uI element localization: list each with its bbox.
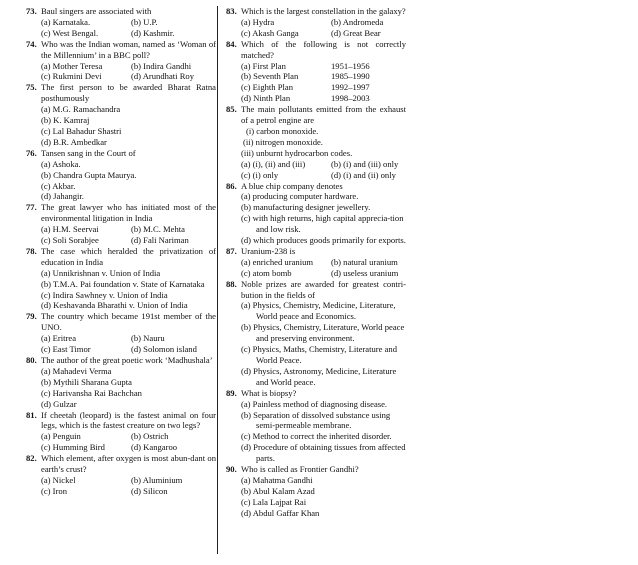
option-b: (b) M.C. Mehta bbox=[131, 224, 185, 235]
option-d: (d) Great Bear bbox=[331, 27, 381, 38]
option-c: (c) Iron bbox=[41, 485, 68, 496]
question-number: 89. bbox=[226, 387, 237, 398]
option-d: (d) useless uranium bbox=[331, 267, 399, 278]
question-number: 77. bbox=[26, 202, 37, 213]
statement-i: (i) carbon monoxide. bbox=[246, 125, 319, 136]
option-c: (c) with high returns, high capital apprecia-tion and low risk. bbox=[241, 213, 404, 235]
statement-iii: (iii) unburnt hydrocarbon codes. bbox=[241, 147, 353, 158]
option-c: (c) Soli Sorabjee bbox=[41, 235, 99, 246]
question-85 bbox=[226, 104, 406, 180]
plan-years: 1951–1956 bbox=[331, 60, 370, 71]
option-b: (b) Indira Gandhi bbox=[131, 60, 192, 71]
question-text: The author of the great poetic work ‘Madhushala’ bbox=[41, 355, 213, 365]
option-c: (c) Humming Bird bbox=[41, 442, 105, 453]
option-c: (c) Lal Bahadur Shastri bbox=[41, 125, 122, 136]
question-text: Which element, after oxygen is most abun-dant on earth’s crust? bbox=[41, 453, 216, 475]
option-d: (d) B.R. Ambedkar bbox=[41, 136, 107, 147]
option-c: (c) Lala Lajpat Rai bbox=[241, 496, 307, 507]
question-text: If cheetah (leopard) is the fastest animal on four legs, which is the fastest creature on two legs? bbox=[41, 409, 216, 431]
plan-years: 1992–1997 bbox=[331, 82, 370, 93]
option-c: (c) Akash Ganga bbox=[241, 27, 299, 38]
question-89 bbox=[226, 388, 406, 464]
option-d: (d) Fali Nariman bbox=[131, 235, 189, 246]
question-86 bbox=[226, 181, 406, 246]
option-a: (a) Karnataka. bbox=[41, 16, 91, 27]
option-b: (b) Aluminium bbox=[131, 474, 183, 485]
question-text: Who was the Indian woman, named as ‘Woman of the Millennium’ in a BBC poll? bbox=[41, 38, 216, 60]
option-d: (d) Silicon bbox=[131, 485, 168, 496]
question-79 bbox=[26, 311, 216, 355]
option-b: (b) Mythili Sharana Gupta bbox=[41, 376, 132, 387]
question-90 bbox=[226, 464, 406, 519]
option-a: (a) Mahatma Gandhi bbox=[241, 474, 313, 485]
question-number: 85. bbox=[226, 104, 237, 115]
question-80 bbox=[26, 355, 216, 410]
option-a: (a) Unnikrishnan v. Union of India bbox=[41, 267, 161, 278]
option-a: (a) (i), (ii) and (iii) bbox=[241, 158, 306, 169]
option-a: (a) M.G. Ramachandra bbox=[41, 104, 121, 115]
question-81 bbox=[26, 410, 216, 454]
question-78 bbox=[26, 246, 216, 311]
option-b: (b) Ostrich bbox=[131, 431, 169, 442]
option-d: (d) Ninth Plan bbox=[241, 93, 291, 104]
question-74 bbox=[26, 39, 216, 83]
option-b: (b) Andromeda bbox=[331, 16, 384, 27]
option-a: (a) Physics, Chemistry, Medicine, Literature, World peace and Economics. bbox=[241, 300, 396, 322]
option-c: (c) West Bengal. bbox=[41, 27, 99, 38]
option-c: (c) Indira Sawhney v. Union of India bbox=[41, 289, 168, 300]
option-d: (d) Gulzar bbox=[41, 398, 77, 409]
question-text: Who is called as Frontier Gandhi? bbox=[241, 464, 359, 475]
question-text: The great lawyer who has initiated most of the environmental litigation in India bbox=[41, 202, 216, 224]
question-number: 76. bbox=[26, 147, 37, 158]
question-text: Uranium-238 is bbox=[241, 245, 296, 256]
question-number: 74. bbox=[26, 38, 37, 49]
question-number: 90. bbox=[226, 464, 237, 475]
option-d: (d) (i) and (ii) only bbox=[331, 169, 396, 180]
question-text: Which of the following is not correctly matched? bbox=[241, 38, 406, 60]
option-b: (b) Abul Kalam Azad bbox=[241, 485, 315, 496]
option-b: (b) manufacturing designer jewellery. bbox=[241, 202, 371, 213]
right-column bbox=[226, 6, 406, 519]
question-text: The main pollutants emitted from the exhaust of a petrol engine are bbox=[241, 104, 406, 126]
question-number: 86. bbox=[226, 180, 237, 191]
question-text: The country which became 191st member of the UNO. bbox=[41, 311, 216, 333]
option-a: (a) Ashoka. bbox=[41, 158, 81, 169]
option-a: (a) Mother Teresa bbox=[41, 60, 103, 71]
question-number: 79. bbox=[26, 311, 37, 322]
question-number: 87. bbox=[226, 245, 237, 256]
option-d: (d) Abdul Gaffar Khan bbox=[241, 507, 320, 518]
option-a: (a) H.M. Seervai bbox=[41, 224, 99, 235]
question-number: 88. bbox=[226, 278, 237, 289]
option-b: (b) Seventh Plan bbox=[241, 71, 299, 82]
question-number: 73. bbox=[26, 6, 37, 16]
option-a: (a) First Plan bbox=[241, 60, 286, 71]
option-c: (c) Akbar. bbox=[41, 180, 76, 191]
option-c: (c) Rukmini Devi bbox=[41, 71, 102, 82]
option-c: (c) East Timor bbox=[41, 344, 91, 355]
option-a: (a) Painless method of diagnosing disease. bbox=[241, 398, 388, 409]
question-text: Baul singers are associated with bbox=[41, 6, 152, 16]
question-text: The case which heralded the privatization of education in India bbox=[41, 245, 216, 267]
question-text: Which is the largest constellation in the galaxy? bbox=[241, 6, 406, 16]
question-text: What is biopsy? bbox=[241, 387, 297, 398]
option-d: (d) which produces goods primarily for exports. bbox=[241, 235, 406, 246]
question-text: A blue chip company denotes bbox=[241, 180, 343, 191]
question-number: 78. bbox=[26, 245, 37, 256]
left-column bbox=[26, 6, 216, 497]
option-c: (c) Method to correct the inherited disorder. bbox=[241, 431, 392, 442]
option-b: (b) natural uranium bbox=[331, 256, 398, 267]
option-a: (a) Penguin bbox=[41, 431, 81, 442]
option-b: (b) Chandra Gupta Maurya. bbox=[41, 169, 137, 180]
question-text: The first person to be awarded Bharat Ratna posthumously bbox=[41, 82, 216, 104]
option-b: (b) Nauru bbox=[131, 333, 165, 344]
question-75 bbox=[26, 82, 216, 147]
option-b: (b) U.P. bbox=[131, 16, 158, 27]
question-84 bbox=[226, 39, 406, 104]
option-c: (c) (i) only bbox=[241, 169, 279, 180]
plan-years: 1998–2003 bbox=[331, 93, 370, 104]
question-76 bbox=[26, 148, 216, 203]
option-a: (a) Nickel bbox=[41, 474, 76, 485]
question-73 bbox=[26, 6, 216, 39]
option-b: (b) (i) and (iii) only bbox=[331, 158, 399, 169]
option-b: (b) Separation of dissolved substance using semi-permeable membrane. bbox=[241, 409, 391, 431]
question-87 bbox=[226, 246, 406, 279]
option-d: (d) Physics, Astronomy, Medicine, Literature and World peace. bbox=[241, 365, 397, 387]
statement-ii: (ii) nitrogen monoxide. bbox=[243, 136, 323, 147]
option-d: (d) Kangaroo bbox=[131, 442, 178, 453]
question-83 bbox=[226, 6, 406, 39]
option-b: (b) Physics, Chemistry, Literature, World peace and preserving environment. bbox=[241, 322, 405, 344]
option-d: (d) Solomon island bbox=[131, 344, 197, 355]
question-82 bbox=[26, 453, 216, 497]
plan-years: 1985–1990 bbox=[331, 71, 370, 82]
option-b: (b) T.M.A. Pai foundation v. State of Karnataka bbox=[41, 278, 205, 289]
option-c: (c) Eighth Plan bbox=[241, 82, 294, 93]
question-number: 75. bbox=[26, 82, 37, 93]
option-c: (c) Harivansha Rai Bachchan bbox=[41, 387, 142, 398]
question-number: 80. bbox=[26, 355, 37, 365]
question-number: 82. bbox=[26, 453, 37, 464]
option-d: (d) Keshavanda Bharathi v. Union of India bbox=[41, 300, 188, 311]
option-a: (a) Mahadevi Verma bbox=[41, 365, 112, 376]
option-d: (d) Arundhati Roy bbox=[131, 71, 195, 82]
option-a: (a) enriched uranium bbox=[241, 256, 314, 267]
option-b: (b) K. Kamraj bbox=[41, 115, 90, 126]
question-text: Noble prizes are awarded for greatest contri-bution in the fields of bbox=[241, 278, 406, 300]
option-a: (a) producing computer hardware. bbox=[241, 191, 359, 202]
question-number: 83. bbox=[226, 6, 237, 16]
option-d: (d) Kashmir. bbox=[131, 27, 175, 38]
option-a: (a) Hydra bbox=[241, 16, 275, 27]
option-c: (c) atom bomb bbox=[241, 267, 292, 278]
option-a: (a) Eritrea bbox=[41, 333, 77, 344]
column-divider bbox=[217, 6, 218, 554]
question-88 bbox=[226, 279, 406, 388]
question-number: 81. bbox=[26, 409, 37, 420]
option-d: (d) Jahangir. bbox=[41, 191, 84, 202]
question-text: Tansen sang in the Court of bbox=[41, 147, 136, 158]
option-c: (c) Physics, Maths, Chemistry, Literature and World Peace. bbox=[241, 344, 398, 365]
question-number: 84. bbox=[226, 38, 237, 49]
question-77 bbox=[26, 202, 216, 246]
option-d: (d) Procedure of obtaining tissues from affected parts. bbox=[241, 442, 406, 464]
